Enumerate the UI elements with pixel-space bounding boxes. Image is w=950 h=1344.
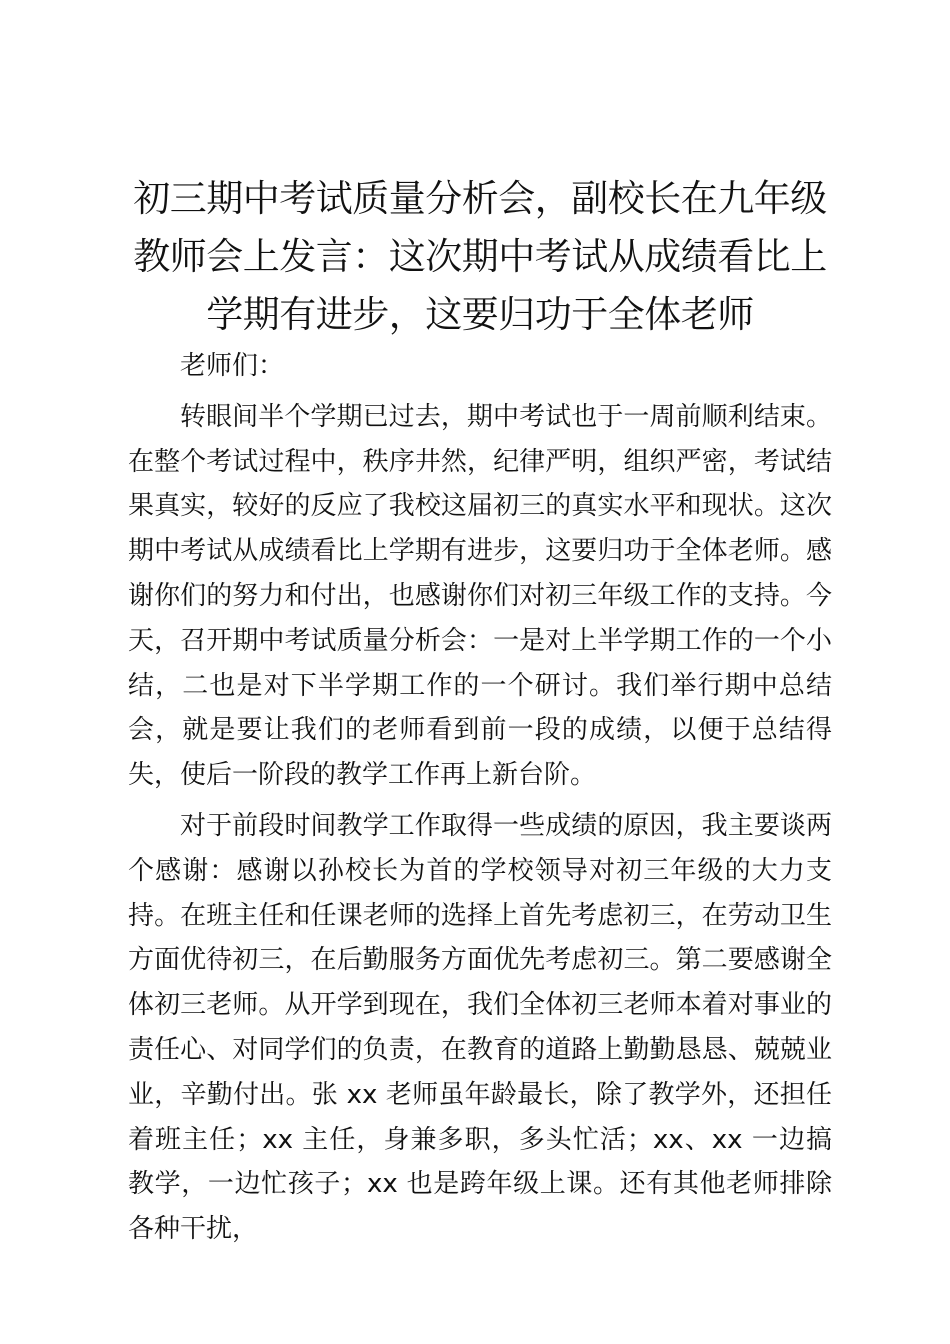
paragraph-2: 对于前段时间教学工作取得一些成绩的原因，我主要谈两个感谢：感谢以孙校长为首的学校领导对初三年级的大力支持。在班主任和任课老师的选择上首先考虑初三，在劳动卫生方面优待初三，在后勤服务方面优先考虑初三。第二要感谢全体初三老师。从开学到现在，我们全体初三老师本着对事业的责任心、对同学们的负责，在教育的道路上勤勤恳恳、兢兢业业，辛勤付出。张 xx 老师虽年龄最长，除了教学外，还担任着班主任；xx 主任，身兼多职，多头忙活；xx、xx 一边搞教学，一边忙孩子；xx 也是跨年级上课。还有其他老师排除各种干扰，	[128, 810, 832, 1245]
document-content	[128, 170, 832, 1252]
document-body	[128, 344, 832, 1252]
paragraph-1: 转眼间半个学期已过去，期中考试也于一周前顺利结束。在整个考试过程中，秩序井然，纪律严明，组织严密，考试结果真实，较好的反应了我校这届初三的真实水平和现状。这次期中考试从成绩看比上学期有进步，这要归功于全体老师。感谢你们的努力和付出，也感谢你们对初三年级工作的支持。今天，召开期中考试质量分析会：一是对上半学期工作的一个小结，二也是对下半学期工作的一个研讨。我们举行期中总结会，就是要让我们的老师看到前一段的成绩，以便于总结得失，使后一阶段的教学工作再上新台阶。	[128, 401, 832, 791]
salutation: 老师们：	[180, 351, 285, 381]
document-title: 初三期中考试质量分析会，副校长在九年级教师会上发言：这次期中考试从成绩看比上学期有进步，这要归功于全体老师	[133, 177, 827, 336]
